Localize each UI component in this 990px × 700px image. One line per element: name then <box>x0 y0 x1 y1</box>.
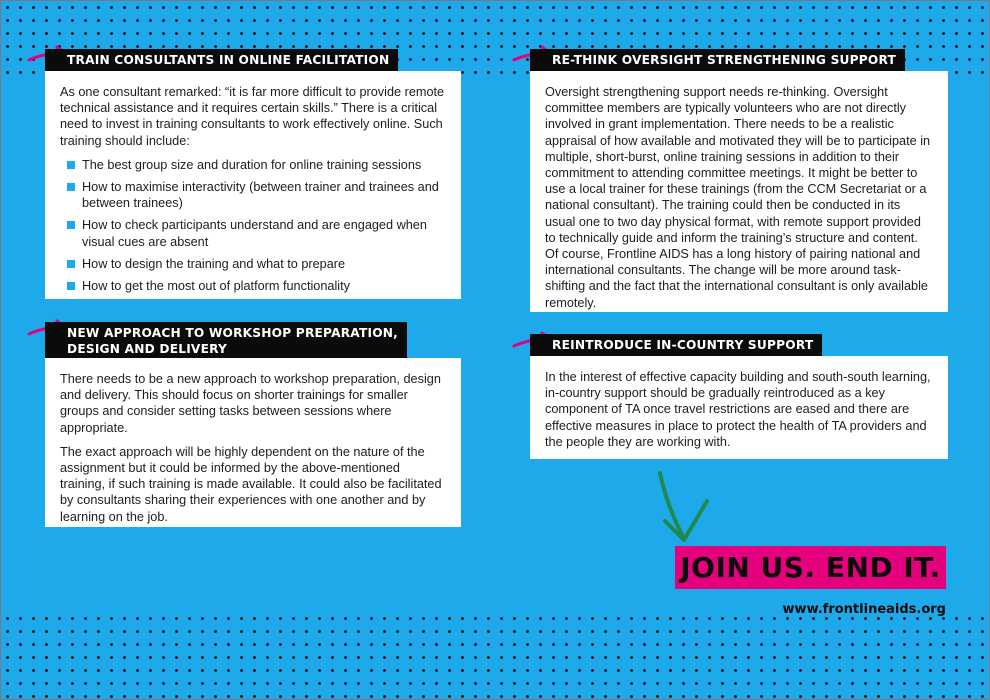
green-arrow-icon <box>651 467 721 549</box>
card-body-text: In the interest of effective capacity building and south-south learning, in-country support should be gradually reintroduced as a key component of TA once travel restrictions are eased and there are effective measures in place to protect the health of TA providers and the people they are working with. <box>545 370 931 449</box>
square-bullet-icon <box>67 282 75 290</box>
heading-text: TRAIN CONSULTANTS IN ONLINE FACILITATION <box>67 53 390 67</box>
square-bullet-icon <box>67 260 75 268</box>
list-item: How to design the training and what to prepare <box>60 256 447 272</box>
card-paragraph-2: The exact approach will be highly dependent on the nature of the assignment but it could be informed by the above-mentioned training, if such training is made available. It could also be facilitated by consultants sharing their experiences with one another and by learning on the job. <box>60 444 442 524</box>
list-item: How to get the most out of platform functionality <box>60 278 447 294</box>
square-bullet-icon <box>67 161 75 169</box>
heading-text-line-2: DESIGN AND DELIVERY <box>67 342 228 356</box>
section-heading-rethink-oversight <box>530 49 905 71</box>
card-rethink-oversight <box>530 71 948 312</box>
section-heading-train-consultants <box>45 49 398 71</box>
card-reintroduce-support <box>530 356 948 459</box>
list-item: How to check participants understand and are engaged when visual cues are absent <box>60 217 447 249</box>
card-paragraph-1: There needs to be a new approach to workshop preparation, design and delivery. This should focus on shorter trainings for smaller groups and consider setting tasks between sessions where appropriate. <box>60 372 441 435</box>
list-item: The best group size and duration for online training sessions <box>60 157 447 173</box>
heading-text-line-1: NEW APPROACH TO WORKSHOP PREPARATION, <box>67 326 399 340</box>
card-body-text: Oversight strengthening support needs re-thinking. Oversight committee members are typically volunteers who are not directly involved in grant implementation. There needs to be a realistic appraisal of how available and motivated they will be to participate in multiple, short-burst, online training sessions in addition to their commitment to attending committee meetings. It might be better to use a local trainer for these trainings (from the CCM Secretariat or a national consultant). The training could then be conducted in its usual one to two day physical format, with remote support provided to technically guide and inform the training’s structure and content. Of course, Frontline AIDS has a long history of pairing national and international consultants. The change will be more around task-shifting and the fact that the international consultant is only available remotely. <box>545 85 931 310</box>
heading-text: REINTRODUCE IN-COUNTRY SUPPORT <box>552 338 814 352</box>
website-url[interactable]: www.frontlineaids.org <box>782 602 946 617</box>
square-bullet-icon <box>67 183 75 191</box>
heading-text: RE-THINK OVERSIGHT STRENGTHENING SUPPORT <box>552 53 897 67</box>
section-heading-new-approach <box>45 322 407 358</box>
training-list <box>60 157 447 294</box>
card-train-consultants <box>45 71 461 299</box>
square-bullet-icon <box>67 221 75 229</box>
card-intro-text: As one consultant remarked: “it is far more difficult to provide remote technical assistance and it requires certain skills.” There is a critical need to invest in training consultants to work effectively online. Such training should include: <box>60 85 445 148</box>
join-us-banner: JOIN US. END IT. <box>675 546 946 589</box>
section-heading-reintroduce-support <box>530 334 822 356</box>
card-new-approach <box>45 358 461 527</box>
list-item: How to maximise interactivity (between trainer and trainees and between trainees) <box>60 179 447 211</box>
